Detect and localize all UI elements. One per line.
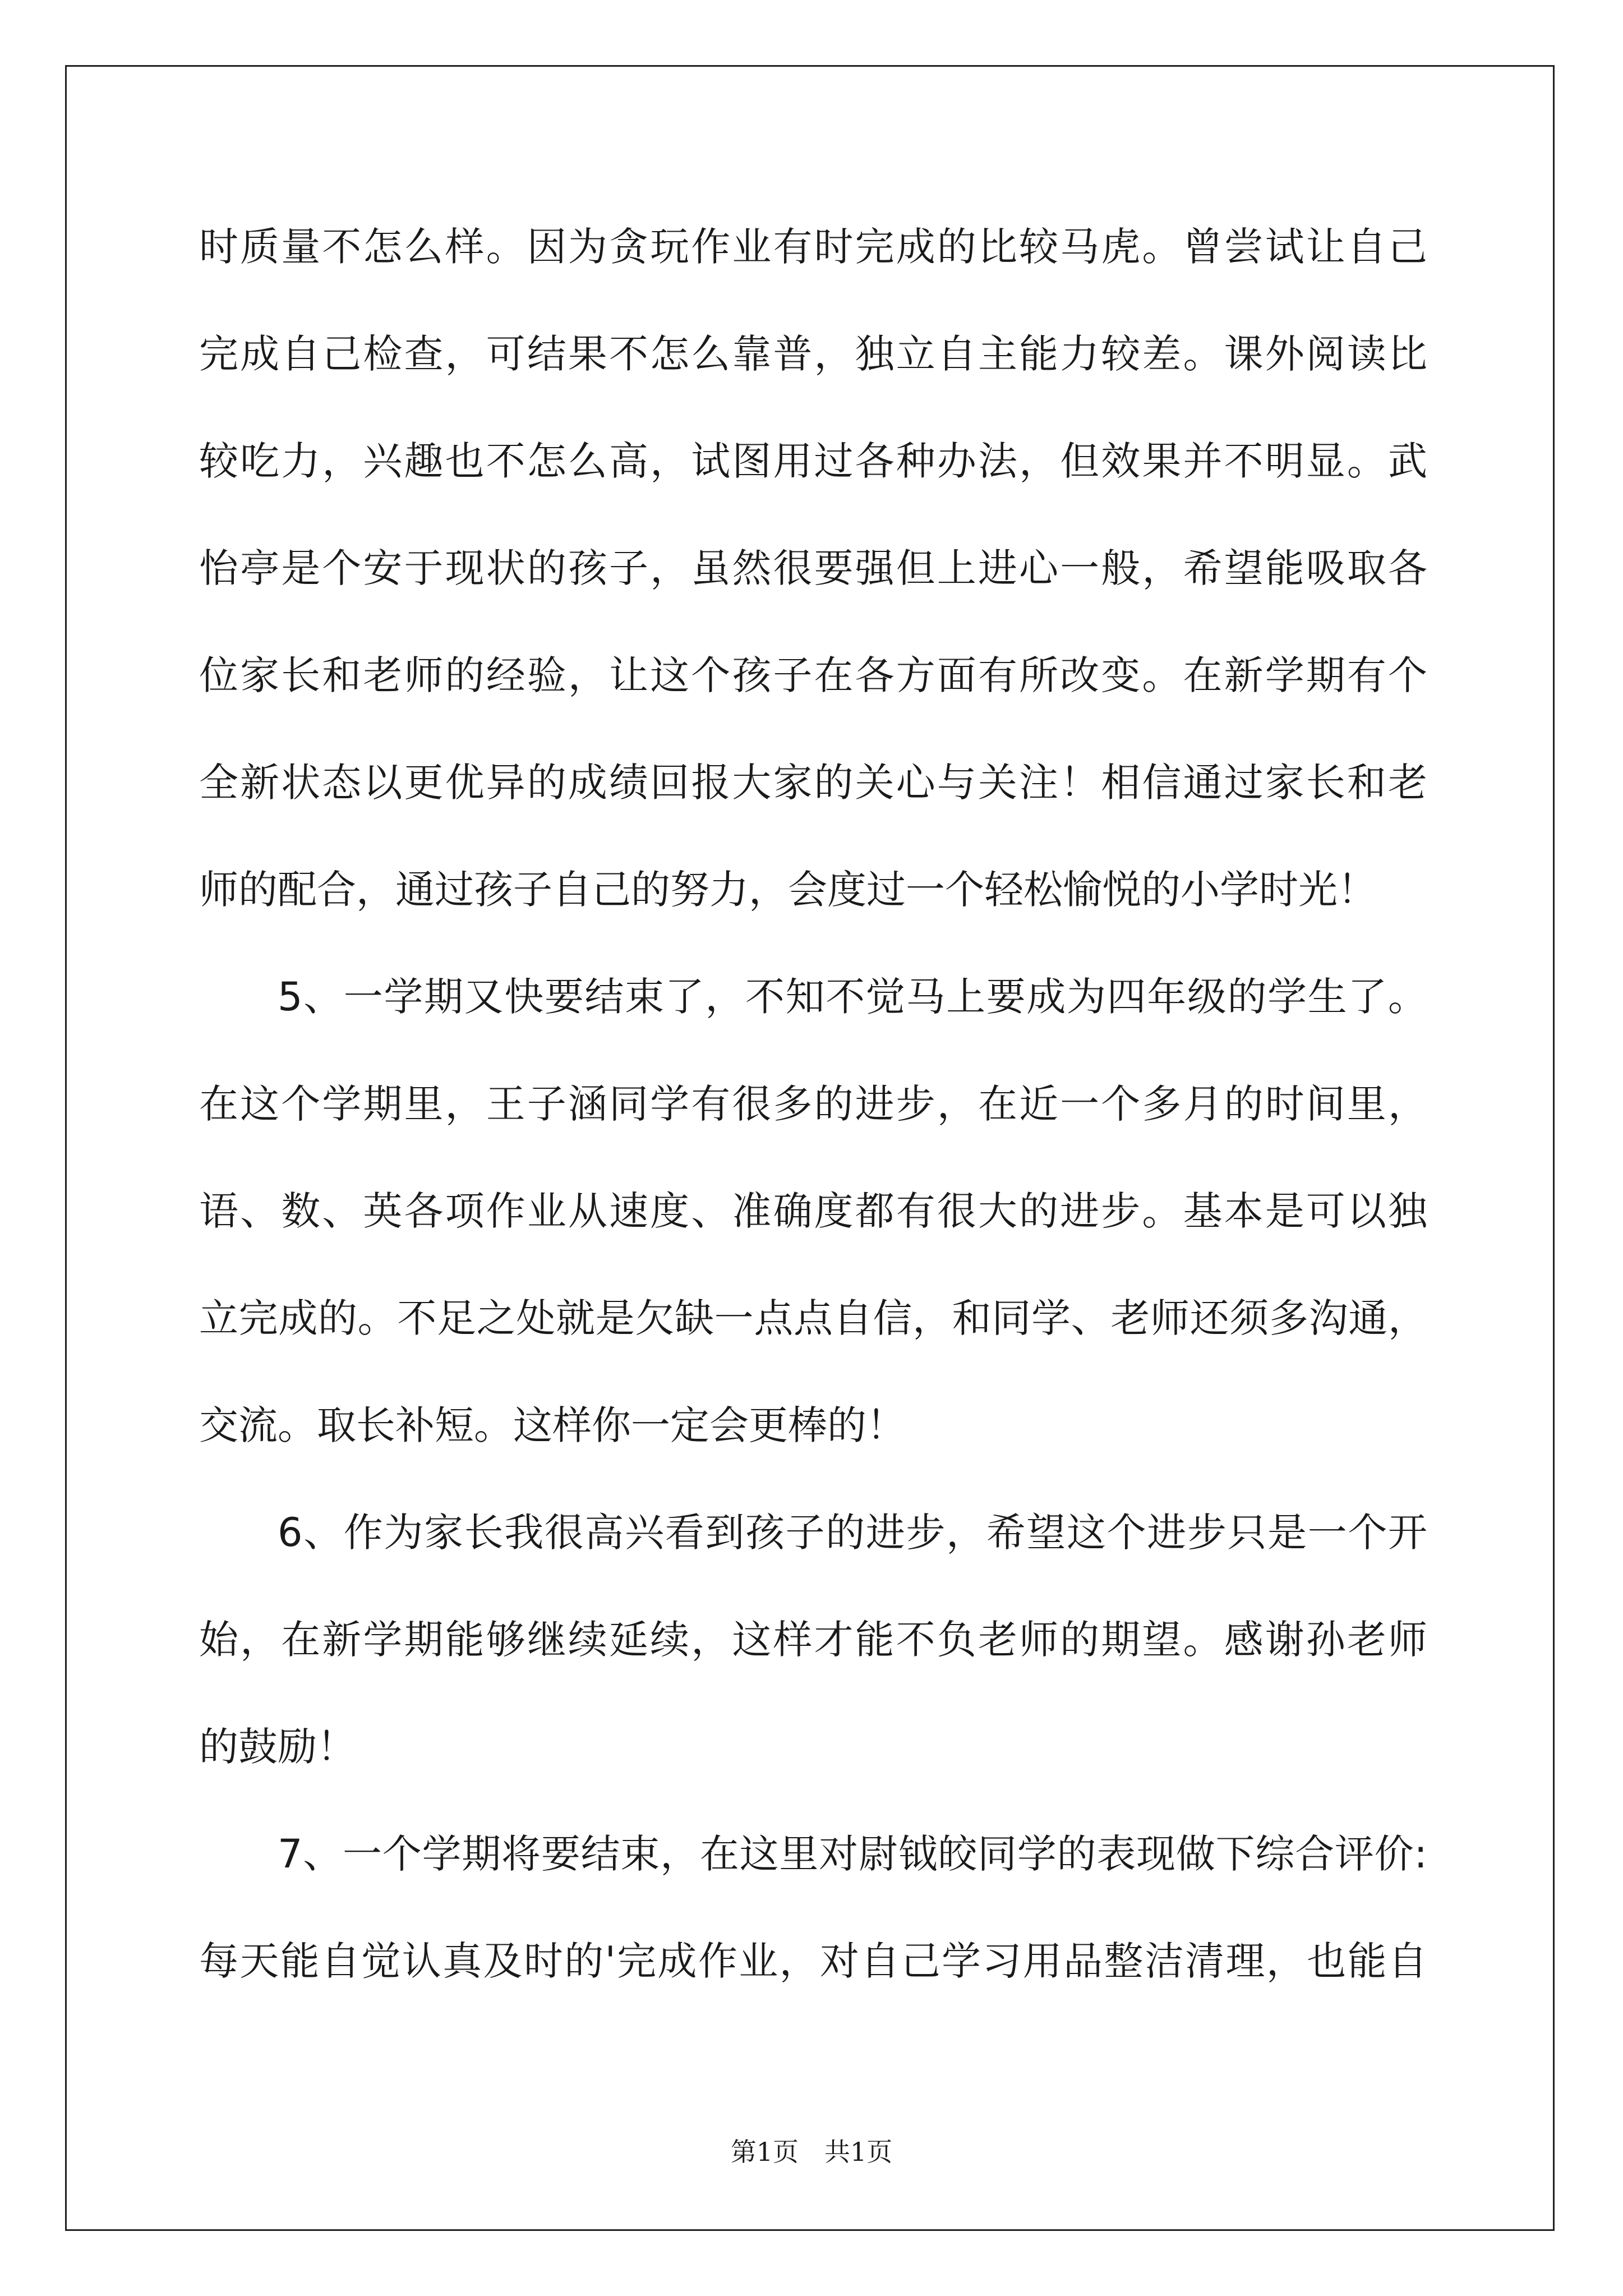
document-body <box>199 216 1427 2037</box>
text-line: 在这个学期里，王子涵同学有很多的进步，在近一个多月的时间里， <box>199 1081 1427 1127</box>
text-line: 的鼓励！ <box>199 1724 356 1770</box>
page-footer <box>0 2132 1623 2169</box>
text-line: 位家长和老师的经验，让这个孩子在各方面有所改变。在新学期有个 <box>199 652 1427 698</box>
text-line: 交流。取长补短。这样你一定会更棒的！ <box>199 1402 906 1448</box>
text-line: 每天能自觉认真及时的'完成作业，对自己学习用品整洁清理，也能自 <box>199 1938 1427 1984</box>
text-line: 时质量不怎么样。因为贪玩作业有时完成的比较马虎。曾尝试让自己 <box>199 224 1427 270</box>
paragraph-start-line: 6、作为家长我很高兴看到孩子的进步，希望这个进步只是一个开 <box>278 1510 1427 1556</box>
text-line: 立完成的。不足之处就是欠缺一点点自信，和同学、老师还须多沟通， <box>199 1295 1427 1341</box>
text-line: 全新状态以更优异的成绩回报大家的关心与关注！相信通过家长和老 <box>199 760 1427 806</box>
paragraph-start-line: 7、一个学期将要结束，在这里对尉钺皎同学的表现做下综合评价: <box>278 1831 1427 1877</box>
text-line: 师的配合，通过孩子自己的努力，会度过一个轻松愉悦的小学时光！ <box>199 867 1377 913</box>
page-number-label: 第1页 共1页 <box>730 2137 893 2167</box>
text-line: 较吃力，兴趣也不怎么高，试图用过各种办法，但效果并不明显。武 <box>199 438 1427 484</box>
paragraph-start-line: 5、一学期又快要结束了，不知不觉马上要成为四年级的学生了。 <box>278 974 1427 1020</box>
text-line: 语、数、英各项作业从速度、准确度都有很大的进步。基本是可以独 <box>199 1188 1427 1234</box>
text-line: 怡亭是个安于现状的孩子，虽然很要强但上进心一般，希望能吸取各 <box>199 545 1427 591</box>
text-line: 完成自己检查，可结果不怎么靠普，独立自主能力较差。课外阅读比 <box>199 331 1427 377</box>
text-line: 始，在新学期能够继续延续，这样才能不负老师的期望。感谢孙老师 <box>199 1617 1427 1663</box>
